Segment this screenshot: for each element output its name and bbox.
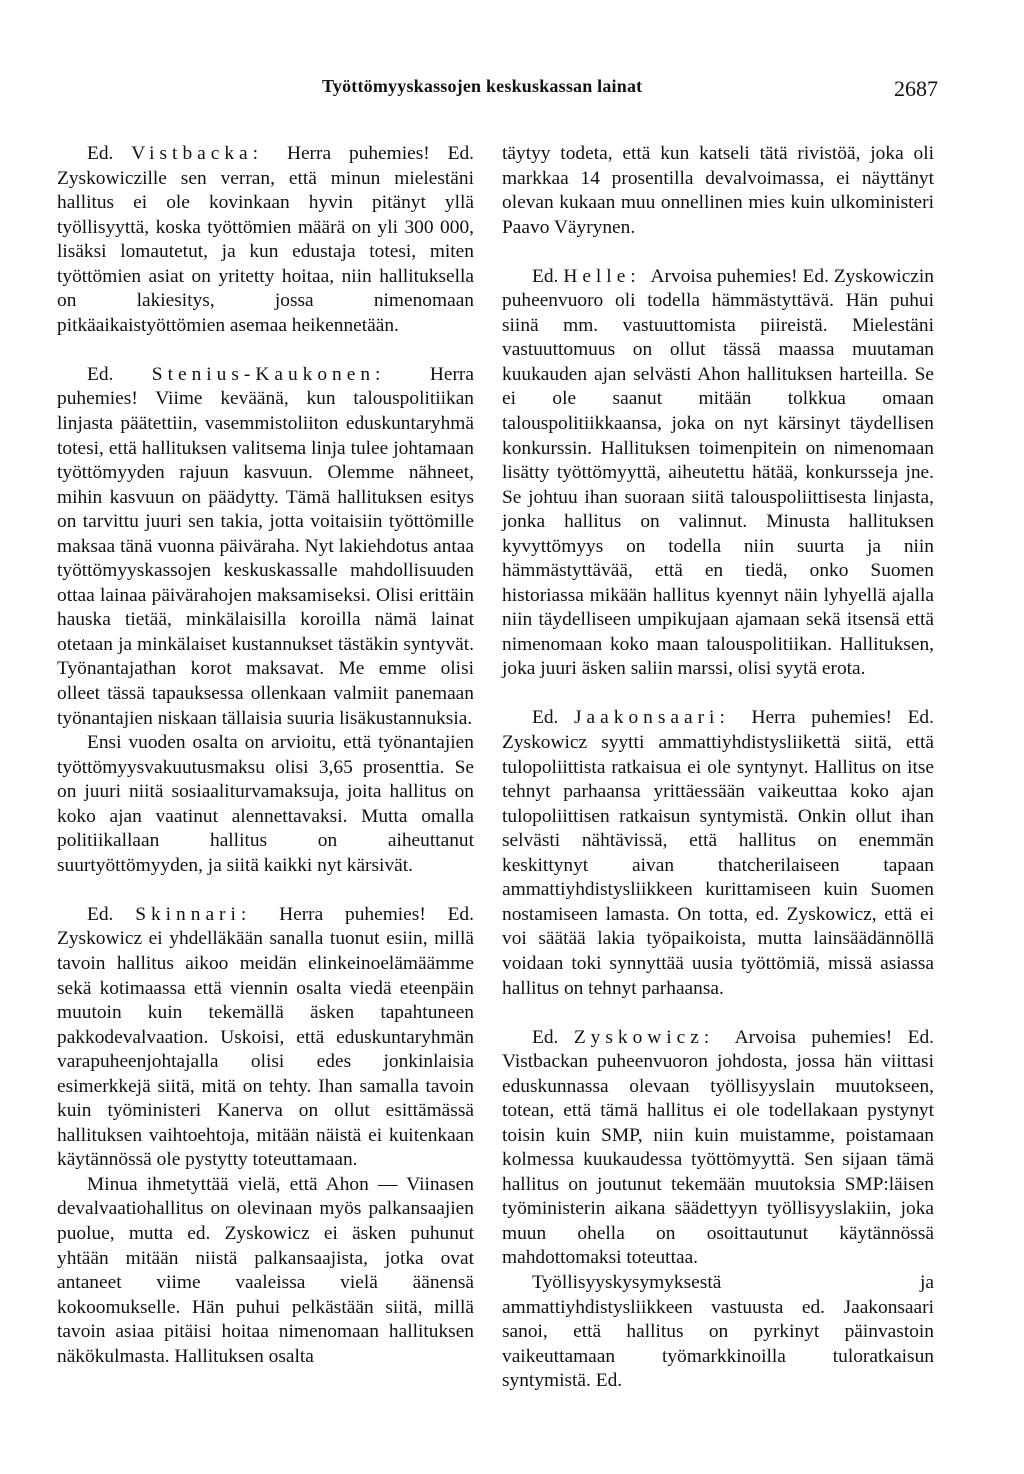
speech-text: Herra puhemies! Ed. Zyskowicz ei yhdelläkään sanalla tuonut esiin, millä tavoin hallitus aikoo meidän elinkeinoelämäämme sekä kotimaassa että viennin osalta viedä eteenpäin muutoin kuin tekemällä äsken tapahtuneen pakkodevalvaation. Uskoisi, että eduskuntaryhmän varapuheenjohtajalla olisi edes jonkinlaisia esimerkkejä siitä, mitä on tehty. Ihan samalla tavoin kuin työministeri Kanerva on ollut esittämässä hallituksen vaihtoehtoja, mitään näistä ei kuitenkaan käytännössä ole pystytty toteuttamaan. <box>57 903 474 1171</box>
speech-lead: Ed. <box>87 903 114 925</box>
speech-paragraph: Työllisyyskysymyksestä ja ammattiyhdistysliikkeen vastuusta ed. Jaakonsaari sanoi, että hallitus on pyrkinyt päinvastoin vaikeuttamaan työmarkkinoilla tuloratkaisun syntymistä. Ed. <box>502 1272 934 1392</box>
speech-continuation: täytyy todeta, että kun katseli tätä rivistöä, joka oli markkaa 14 prosentilla devalvoimassa, ei näyttänyt olevan kukaan muu onnellinen mies kuin ulkoministeri Paavo Väyrynen. <box>502 143 934 238</box>
speech-lead: Ed. <box>87 143 114 164</box>
speech-stenius-kaukonen <box>57 363 474 731</box>
running-title: Työttömyyskassojen keskuskassan lainat <box>322 76 643 96</box>
speech-text: Herra puhemies! Ed. Zyskowicz syytti ammattiyhdistysliikettä siitä, että tulopoliittista ratkaisua ei ole syntynyt. Hallitus on itse tehnyt parhaansa yrittäessään vaikeuttaa koko ajan tulopoliittisen ratkaisun syntymistä. Onkin ollut ihan selvästi nähtävissä, että hallitus on enemmän keskittynyt aivan thatcherilaiseen tapaan ammattiyhdistysliikkeen kurittamiseen kuin Suomen nostamiseen lamasta. On totta, ed. Zyskowicz, että ei voi säätää lakia työpaikoista, mutta lainsäädännöllä voidaan toki synnyttää uusia työttömiä, missä asiassa hallitus on tehnyt parhaansa. <box>502 707 934 999</box>
speech-paragraph: Minua ihmetyttää vielä, että Ahon — Viinasen devalvaatiohallitus on olevinaan myös palkansaajien puolue, mutta ed. Zyskowicz ei äsken puhunut yhtään mitään niistä palkansaajista, jotka ovat antaneet viime vaaleissa vielä äänensä kokoomukselle. Hän puhui pelkästään siitä, millä tavoin asiaa pitäisi hoitaa nimenomaan hallituksen näkökulmasta. Hallituksen osalta <box>57 1173 474 1367</box>
right-column <box>502 142 934 1394</box>
speech-vistbacka <box>57 142 474 338</box>
speaker-name: Skinnari: <box>135 903 252 925</box>
page-header <box>0 76 1024 106</box>
speech-text: Herra puhemies! Viime keväänä, kun talouspolitiikan linjasta päätettiin, vasemmistoliiton eduskuntaryhmä totesi, että hallituksen valitsema linja tulee johtamaan työttömyyden rajuun kasvuun. Olemme nähneet, mihin kasvuun on päädytty. Tämä hallituksen esitys on tarvittu juuri sen takia, jotta voitaisiin työttömille maksaa tänä vuonna päiväraha. Nyt lakiehdotus antaa työttömyyskassojen keskuskassalle mahdollisuuden ottaa lainaa päivärahojen maksamiseksi. Olisi erittäin hauska tietää, minkälaisilla koroilla nämä lainat otetaan ja minkälaiset kustannukset tästäkin syntyvät. Työnantajathan korot maksavat. Me emme olisi olleet tässä tapauksessa ollenkaan valmiit panemaan työnantajien niskaan tällaisia suuria lisäkustannuksia. <box>57 363 474 729</box>
speaker-name: Jaakonsaari: <box>574 707 730 729</box>
speech-zyskowicz <box>502 1026 934 1271</box>
speech-text: Herra puhemies! Ed. Zyskowiczille sen verran, että minun mielestäni hallitus ei ole kovinkaan hyvin pitänyt yllä työllisyyttä, koska työttömien määrä on yli 300 000, lisäksi lomautetut, ja kun edustaja totesi, miten työttömien asiat on yritetty hoitaa, niin hallituksella on lakiesitys, jossa nimenomaan pitkäaikaistyöttömien asemaa heikennetään. <box>57 143 474 336</box>
speech-skinnari <box>57 903 474 1173</box>
speech-text: Arvoisa puhemies! Ed. Vistbackan puheenvuoron johdosta, jossa hän viittasi eduskunnassa olevaan työllisyyslain muutokseen, totean, että tämä hallitus ei ole todellakaan pystynyt toisin kuin SMP, niin kuin muistamme, poistamaan kolmessa kuukaudessa työttömyyttä. Sen sijaan tämä hallitus on joutunut tekemään muutoksia SMP:läisen työministerin aikana säädettyyn työllisyyslakiin, joka muun ohella on osoittautunut käytännössä mahdottomaksi toteuttaa. <box>502 1026 934 1269</box>
speech-lead: Ed. <box>532 707 559 729</box>
speaker-name: Helle: <box>563 265 641 287</box>
speech-helle <box>502 265 934 682</box>
speech-lead: Ed. <box>532 265 559 287</box>
speech-lead: Ed. <box>532 1026 559 1048</box>
page-number: 2687 <box>894 76 938 101</box>
speech-lead: Ed. <box>87 363 114 385</box>
left-column <box>57 142 474 1369</box>
speech-paragraph: Ensi vuoden osalta on arvioitu, että työnantajien työttömyysvakuutusmaksu olisi 3,65 prosenttia. Se on juuri niitä sosiaaliturvamaksuja, joita hallitus on koko ajan vaatinut alennettavaksi. Mutta omalla politiikallaan hallitus on aiheuttanut suurtyöttömyyden, ja siitä kaikki nyt kärsivät. <box>57 732 474 876</box>
speech-text: Arvoisa puhemies! Ed. Zyskowiczin puheenvuoro oli todella hämmästyttävä. Hän puhui siinä mm. vastuuttomista piireistä. Mielestäni vastuuttomuus on ollut tässä maassa muutaman kuukauden ajan selvästi Ahon hallituksen harteilla. Se ei ole saanut mitään tolkkua omaan talouspolitiikkaansa, joka on nyt kärsinyt täydellisen konkurssin. Hallituksen toimenpitein on nimenomaan lisätty työttömyyttä, aiheutettu hätää, konkursseja jne. Se johtuu ihan suoraan siitä talouspoliittisesta linjasta, jonka hallitus on valinnut. Minusta hallituksen kyvyttömyys on todella niin suurta ja niin hämmästyttävää, että en tiedä, onko Suomen historiassa mikään hallitus kyennyt näin lyhyellä ajalla niin täydelliseen umpikujaan ajamaan sekä itsensä että nimenomaan koko maan talouspolitiikan. Hallituksen, joka juuri äsken saliin marssi, olisi syytä erota. <box>502 265 934 680</box>
speaker-name: Stenius-Kaukonen: <box>151 363 386 385</box>
speech-jaakonsaari <box>502 706 934 1001</box>
speaker-name: Vistbacka: <box>131 143 264 164</box>
speaker-name: Zyskowicz: <box>573 1026 715 1048</box>
